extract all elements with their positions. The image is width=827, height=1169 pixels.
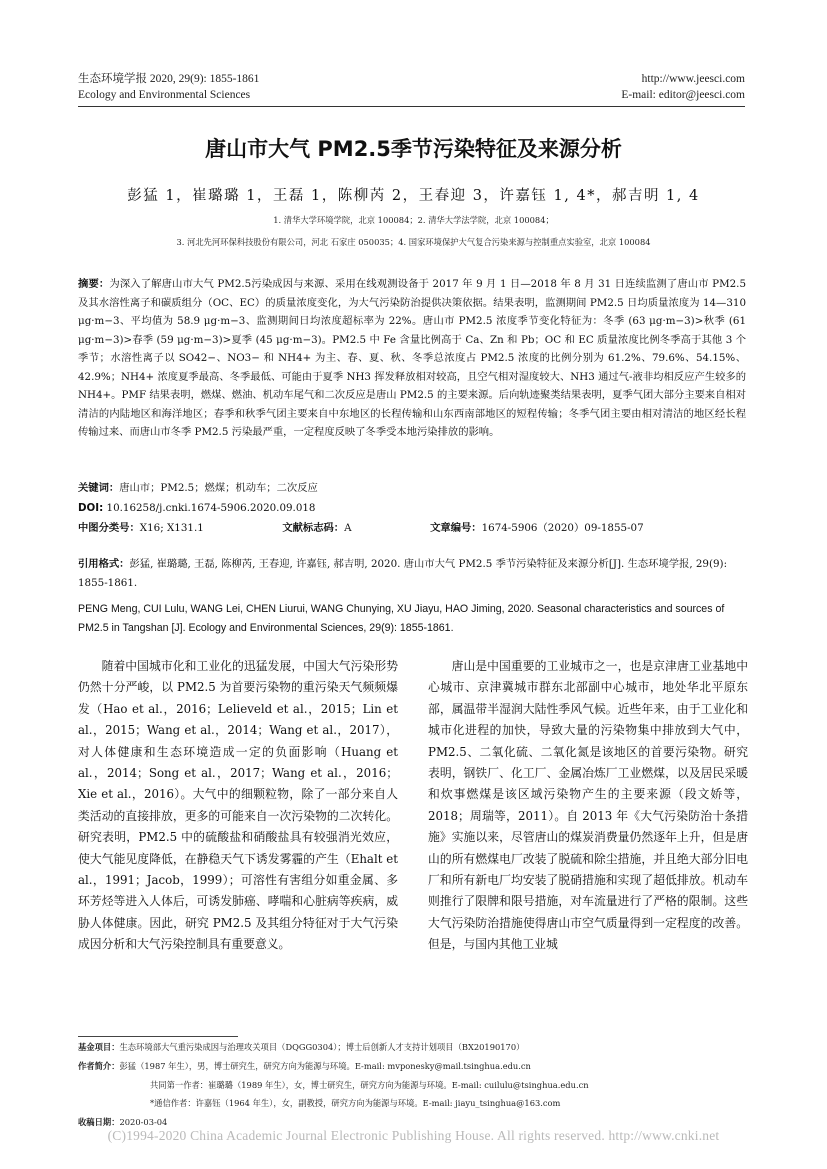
author-bio-3: *通信作者：许嘉钰（1964 年生），女，副教授，研究方向为能源与环境。E-mail: jiayu_tsinghua@163.com xyxy=(150,1098,561,1108)
footnote-author xyxy=(78,1060,758,1073)
doc-code-label: 文献标志码： xyxy=(282,522,345,534)
affiliation-line-1: 1. 清华大学环境学院，北京 100084；2. 清华大学法学院，北京 100084； xyxy=(273,215,554,225)
received-label: 收稿日期： xyxy=(78,1117,120,1127)
citation-cn-text: 彭猛, 崔璐璐, 王磊, 陈柳芮, 王春迎, 许嘉钰, 郝吉明, 2020. 唐山市大气 PM2.5 季节污染特征及来源分析[J]. 生态环境学报, 29(9): 1855-1861. xyxy=(78,558,728,589)
body-right-column xyxy=(428,656,748,956)
journal-citation-header: 生态环境学报 2020, 29(9): 1855-1861 xyxy=(78,73,260,85)
fund-label: 基金项目： xyxy=(78,1042,120,1052)
classification-row xyxy=(78,519,778,537)
paper-title: 唐山市大气 PM2.5季节污染特征及来源分析 xyxy=(205,137,622,161)
abstract-label: 摘要： xyxy=(78,278,110,290)
doi xyxy=(78,499,746,517)
keywords xyxy=(78,479,746,497)
received-date: 2020-03-04 xyxy=(119,1117,168,1127)
body-paragraph-left: 随着中国城市化和工业化的迅猛发展，中国大气污染形势仍然十分严峻，以 PM2.5 为首要污染物的重污染天气频频爆发（Hao et al.，2016；Lelieveld et al.，2015；Lin et al.，2015；Wang et al.，2014；Wang et al.，2017），对人体健康和生态环境造成一定的负面影响（Huang et al.，2014；Song et al.，2017；Wang et al.，2016；Xie et al.，2016）。大气中的细颗粒物，除了一部分来自人类活动的直接排放，更多的可能来自一次污染物的二次转化。研究表明，PM2.5 中的硫酸盐和硝酸盐具有较强消光效应，使大气能见度降低，在静稳天气下诱发雾霾的产生（Ehalt et al.，1991；Jacob，1999）；可溶性有害组分如重金属、多环芳烃等进入人体后，可诱发肺癌、哮喘和心脏病等疾病，威胁人体健康。因此，研究 PM2.5 及其组分特征对于大气污染成因分析和大气污染控制具有重要意义。 xyxy=(78,659,398,952)
keywords-text: 唐山市；PM2.5；燃煤；机动车；二次反应 xyxy=(119,482,318,494)
author-bio-2: 共同第一作者：崔璐璐（1989 年生），女，博士研究生，研究方向为能源与环境。E-mail: cuilulu@tsinghua.edu.cn xyxy=(150,1080,589,1090)
affiliation-line-2: 3. 河北先河环保科技股份有限公司，河北 石家庄 050035；4. 国家环境保护大气复合污染来源与控制重点实验室，北京 100084 xyxy=(176,237,651,247)
abstract-text: 为深入了解唐山市大气 PM2.5污染成因与来源、采用在线观测设备于 2017 年 9 月 1 日—2018 年 8 月 31 日连续监测了唐山市 PM2.5 及其水溶性离子和碳质组分（OC、EC）的质量浓度变化，为大气污染防治提供决策依据。结果表明，监测期间 PM2.5 日均质量浓度为 14—310 μg·m−3、平均值为 58.9 μg·m−3、监测期间日均浓度超标率为 22%。唐山市 PM2.5 浓度季节变化特征为：冬季 (63 μg·m−3)>秋季 (61 μg·m−3)>春季 (59 μg·m−3)>夏季 (45 μg·m−3)。PM2.5 中 Fe 含量比例高于 Ca、Zn 和 Pb；OC 和 EC 质量浓度比例冬季高于其他 3 个季节；水溶性离子以 SO42−、NO3− 和 NH4+ 为主、春、夏、秋、冬季总浓度占 PM2.5 浓度的比例分别为 61.2%、79.6%、54.15%、42.9%；NH4+ 浓度夏季最高、冬季最低、可能由于夏季 NH3 挥发释放相对较高，且空气相对湿度较大、NH3 通过气-液非均相反应产生较多的 NH4+。PMF 结果表明，燃煤、燃油、机动车尾气和二次反应是唐山 PM2.5 的主要来源。后向轨迹聚类结果表明，夏季气团大部分主要来自相对清洁的内陆地区和海洋地区；春季和秋季气团主要来自中东地区的长程传输和山东西南部地区的短程传输；冬季气团主要由相对清洁的地区经长程传输过来、而唐山市冬季 PM2.5 污染最严重，一定程度反映了冬季受本地污染排放的影响。 xyxy=(78,278,746,438)
author-bio-1: 彭猛（1987 年生），男，博士研究生，研究方向为能源与环境。E-mail: mvponesky@mail.tsinghua.edu.cn xyxy=(119,1061,531,1071)
body-left-column xyxy=(78,656,398,956)
author-bio-label: 作者简介： xyxy=(78,1061,120,1071)
footnote-rule xyxy=(78,1036,238,1037)
article-number-label: 文章编号： xyxy=(430,522,482,534)
footnote-fund xyxy=(78,1041,758,1054)
doi-label: DOI: xyxy=(78,502,104,514)
keywords-label: 关键词： xyxy=(78,482,120,494)
abstract xyxy=(78,275,746,442)
article-number-value: 1674-5906（2020）09-1855-07 xyxy=(481,522,644,534)
journal-english-name: Ecology and Environmental Sciences xyxy=(78,89,251,101)
citation-english: PENG Meng, CUI Lulu, WANG Lei, CHEN Liurui, WANG Chunying, XU Jiayu, HAO Jiming, 2020. Seasonal characteristics and sources of PM2.5 in Tangshan [J]. Ecology and Environmental Sciences, 29(9): 1855-1861. xyxy=(78,603,725,634)
journal-url[interactable]: http://www.jeesci.com xyxy=(641,73,745,85)
doc-code-value: A xyxy=(344,522,352,534)
fund-text: 生态环境部大气重污染成因与治理攻关项目（DQGG0304）；博士后创新人才支持计划项目（BX20190170） xyxy=(119,1042,525,1052)
clc-value: X16; X131.1 xyxy=(139,522,204,534)
clc-label: 中图分类号： xyxy=(78,522,140,534)
doi-value[interactable]: 10.16258/j.cnki.1674-5906.2020.09.018 xyxy=(106,502,316,514)
journal-email[interactable]: E-mail: editor@jeesci.com xyxy=(621,89,745,101)
citation-label: 引用格式： xyxy=(78,558,130,570)
header-rule xyxy=(78,106,745,107)
citation-chinese xyxy=(78,555,746,593)
copyright-watermark: (C)1994-2020 China Academic Journal Electronic Publishing House. All rights reserved. http://www.cnki.net xyxy=(107,1128,720,1143)
body-paragraph-right: 唐山是中国重要的工业城市之一，也是京津唐工业基地中心城市、京津冀城市群东北部副中心城市，地处华北平原东部，属温带半湿润大陆性季风气候。近些年来，由于工业化和城市化进程的加快，导致大量的污染物集中排放到大气中，PM2.5、二氧化硫、二氧化氮是该地区的首要污染物。研究表明，钢铁厂、化工厂、金属冶炼厂工业燃煤，以及居民采暖和炊事燃煤是该区域污染物产生的主要来源（段文娇等，2018；周瑞等，2011）。自 2013 年《大气污染防治十条措施》实施以来，尽管唐山的煤炭消费量仍然逐年上升，但是唐山的所有燃煤电厂改装了脱硫和除尘措施，并且绝大部分旧电厂和所有新电厂均安装了脱硝措施和实现了超低排放。机动车则推行了限牌和限号措施，对车流量进行了严格的限制。这些大气污染防治措施使得唐山市空气质量得到一定程度的改善。但是，与国内其他工业城 xyxy=(428,659,748,952)
author-list: 彭猛 1，崔璐璐 1，王磊 1，陈柳芮 2，王春迎 3，许嘉钰 1, 4*，郝吉明 1, 4 xyxy=(127,188,700,204)
